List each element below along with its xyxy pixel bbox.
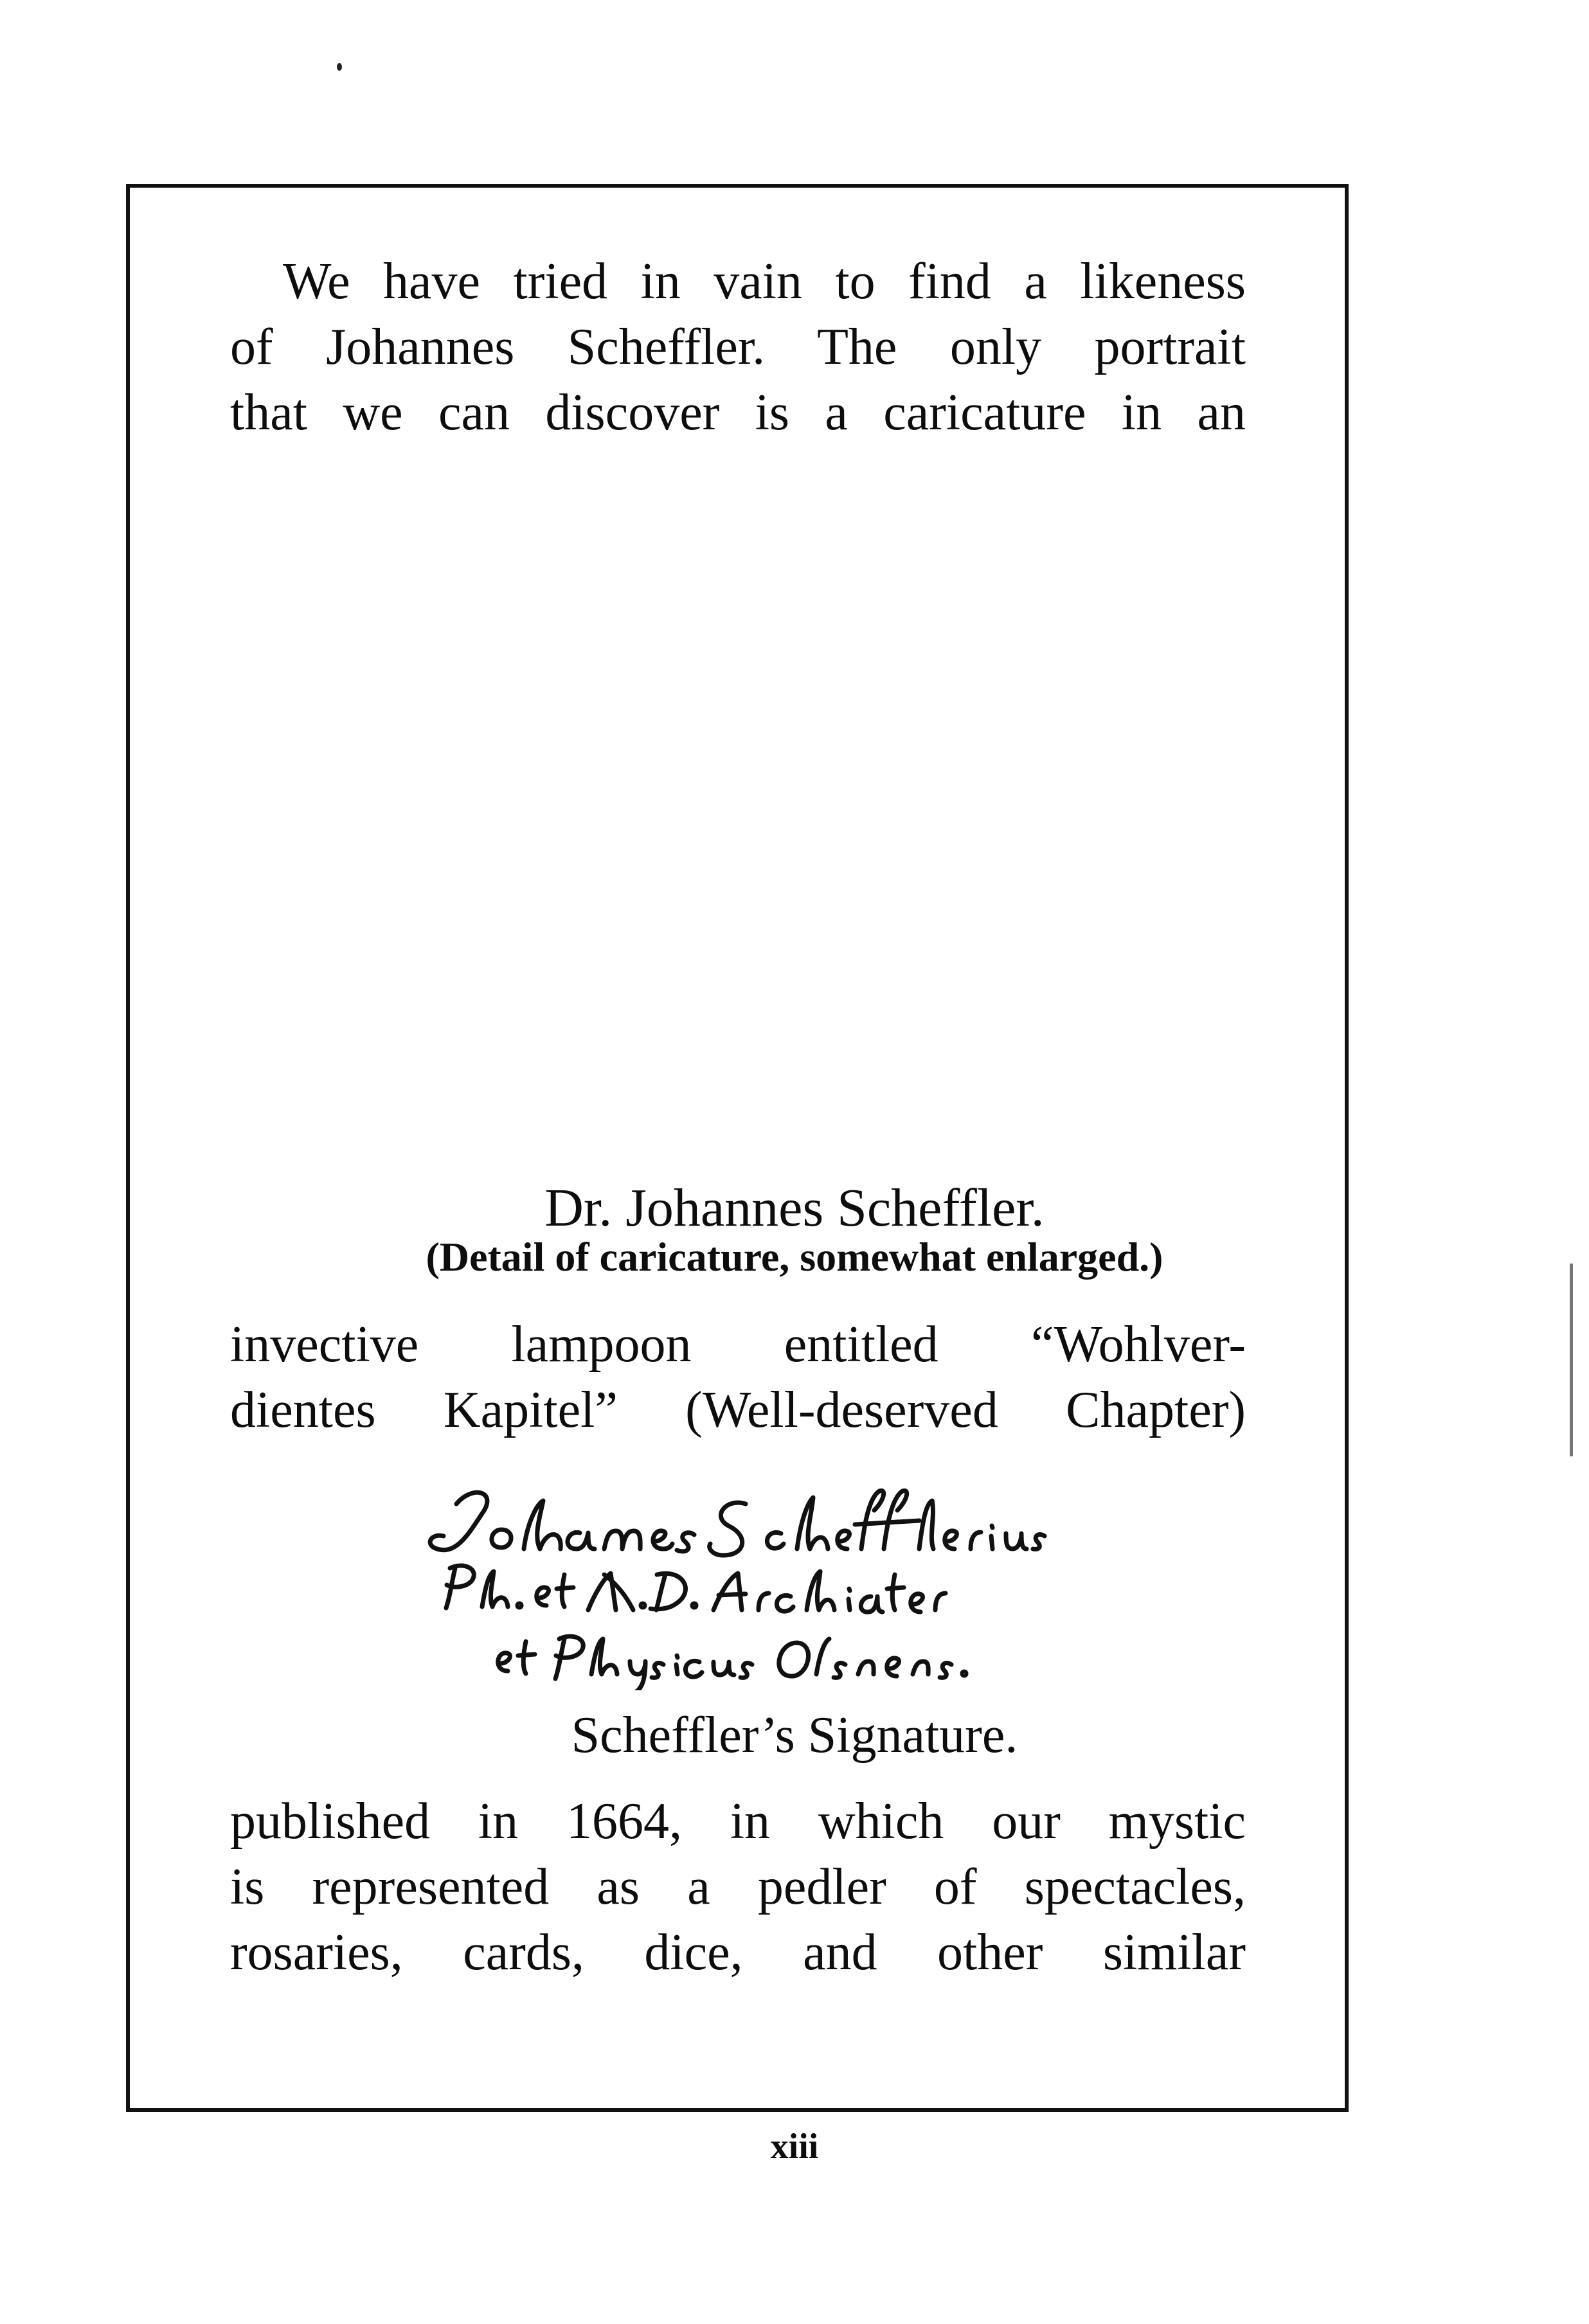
text-line: published in 1664, in which our mystic [230,1793,1246,1850]
scheffler-signature [411,1478,1054,1690]
text-line: invective lampoon entitled “Wohlver- [230,1316,1246,1373]
portrait-caption-subtitle: (Detail of caricature, somewhat enlarged.) [426,1234,1163,1280]
signature-caption: Scheffler’s Signature. [571,1707,1018,1764]
page-number: xiii [770,2127,819,2167]
text-line: that we can discover is a caricature in an [230,384,1246,441]
scan-edge-mark [1570,1264,1573,1456]
text-line: is represented as a pedler of spectacles, [230,1859,1246,1915]
ink-speck [337,63,342,71]
portrait-caption-title: Dr. Johannes Scheffler. [544,1178,1045,1238]
text-line: dientes Kapitel” (Well-deserved Chapter) [230,1382,1246,1438]
text-line: of Johannes Scheffler. The only portrait [230,319,1246,375]
text-line: We have tried in vain to find a likeness [283,253,1246,310]
text-line: rosaries, cards, dice, and other similar [230,1924,1246,1981]
